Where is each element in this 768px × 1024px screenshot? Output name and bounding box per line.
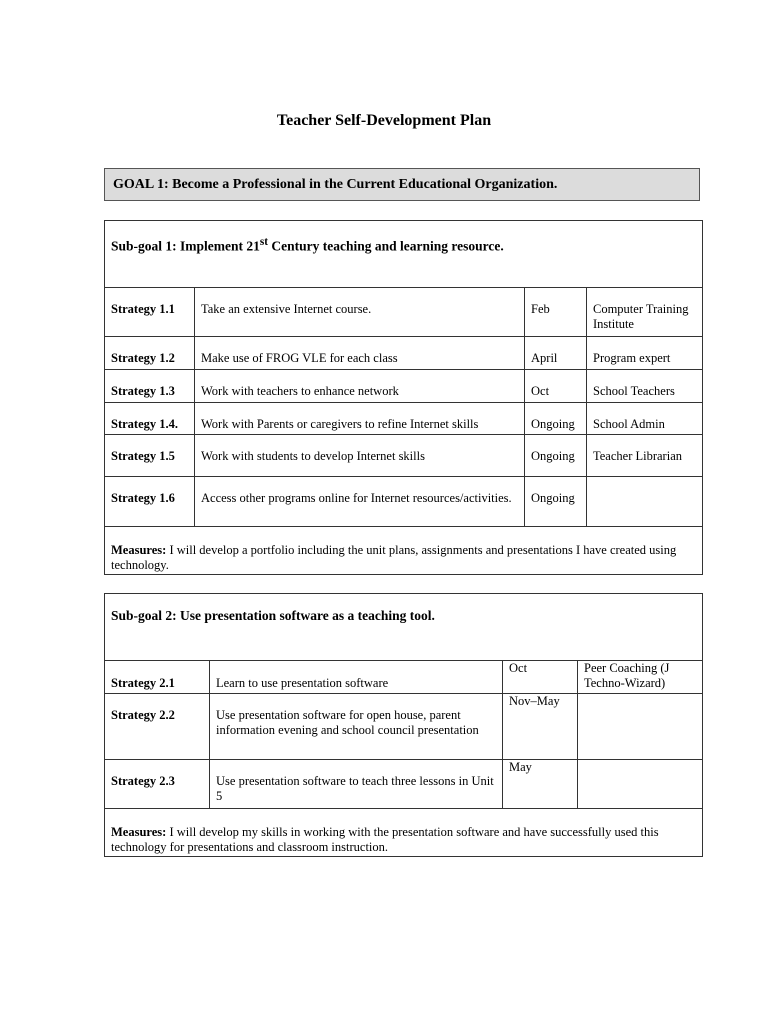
strategy-activity: Take an extensive Internet course.: [195, 288, 525, 337]
strategy-time: Oct: [525, 370, 587, 403]
strategy-activity: Learn to use presentation software: [210, 661, 503, 694]
strategy-activity: Use presentation software to teach three lessons in Unit 5: [210, 760, 503, 809]
strategy-resource: [578, 694, 703, 760]
goal-heading: GOAL 1: Become a Professional in the Current Educational Organization.: [104, 168, 700, 201]
strategy-resource: Computer Training Institute: [587, 288, 703, 337]
table-row: [105, 694, 703, 760]
strategy-label: Strategy 1.1: [105, 288, 195, 337]
strategy-activity: Access other programs online for Internet resources/activities.: [195, 477, 525, 527]
subgoal-1-table: [104, 220, 703, 575]
subgoal-1-title: [105, 221, 703, 288]
strategy-label: Strategy 1.5: [105, 435, 195, 477]
subgoal-1-prefix: Sub-goal 1: Implement 21: [111, 238, 260, 254]
measures-text: [105, 809, 703, 857]
strategy-activity: Make use of FROG VLE for each class: [195, 337, 525, 370]
strategy-label: Strategy 1.3: [105, 370, 195, 403]
strategy-time: Ongoing: [525, 435, 587, 477]
strategy-label: Strategy 1.6: [105, 477, 195, 527]
strategy-activity: Work with Parents or caregivers to refine Internet skills: [195, 403, 525, 435]
measures-label: Measures:: [111, 825, 167, 839]
strategy-time: Ongoing: [525, 477, 587, 527]
strategy-resource: School Teachers: [587, 370, 703, 403]
measures-body: I will develop my skills in working with the presentation software and have successfully used this technology for presentations and classroom instruction.: [111, 825, 659, 854]
strategy-label: Strategy 2.1: [105, 661, 210, 694]
table-row: [105, 760, 703, 809]
strategy-label: Strategy 1.4.: [105, 403, 195, 435]
table-row: [105, 477, 703, 527]
measures-label: Measures:: [111, 543, 167, 557]
strategy-resource: Program expert: [587, 337, 703, 370]
table-row: [105, 370, 703, 403]
strategy-time: Ongoing: [525, 403, 587, 435]
subgoal-2-header-row: [105, 594, 703, 661]
table-row: [105, 435, 703, 477]
strategy-resource: School Admin: [587, 403, 703, 435]
subgoal-2-title: Sub-goal 2: Use presentation software as a teaching tool.: [105, 594, 703, 661]
strategy-activity: Use presentation software for open house, parent information evening and school council presentation: [210, 694, 503, 760]
table-row: [105, 661, 703, 694]
subgoal-1-superscript: st: [259, 236, 269, 248]
table-row: [105, 403, 703, 435]
measures-row: [105, 809, 703, 857]
strategy-activity: Work with teachers to enhance network: [195, 370, 525, 403]
strategy-label: Strategy 2.2: [105, 694, 210, 760]
strategy-activity: Work with students to develop Internet skills: [195, 435, 525, 477]
measures-row: [105, 527, 703, 575]
measures-body: I will develop a portfolio including the unit plans, assignments and presentations I have created using technology.: [111, 543, 677, 572]
strategy-label: Strategy 1.2: [105, 337, 195, 370]
strategy-resource: [578, 760, 703, 809]
strategy-time: Feb: [525, 288, 587, 337]
subgoal-1-suffix: Century teaching and learning resource.: [268, 238, 504, 254]
subgoal-2-table: [104, 593, 703, 857]
table-row: [105, 288, 703, 337]
strategy-time: Oct: [503, 661, 578, 694]
strategy-resource: Teacher Librarian: [587, 435, 703, 477]
subgoal-1-header-row: [105, 221, 703, 288]
strategy-time: Nov–May: [503, 694, 578, 760]
page-title: Teacher Self-Development Plan: [276, 112, 492, 129]
measures-text: [105, 527, 703, 575]
strategy-resource: [587, 477, 703, 527]
strategy-time: May: [503, 760, 578, 809]
strategy-label: Strategy 2.3: [105, 760, 210, 809]
table-row: [105, 337, 703, 370]
strategy-time: April: [525, 337, 587, 370]
strategy-resource: Peer Coaching (J Techno-Wizard): [578, 661, 703, 694]
